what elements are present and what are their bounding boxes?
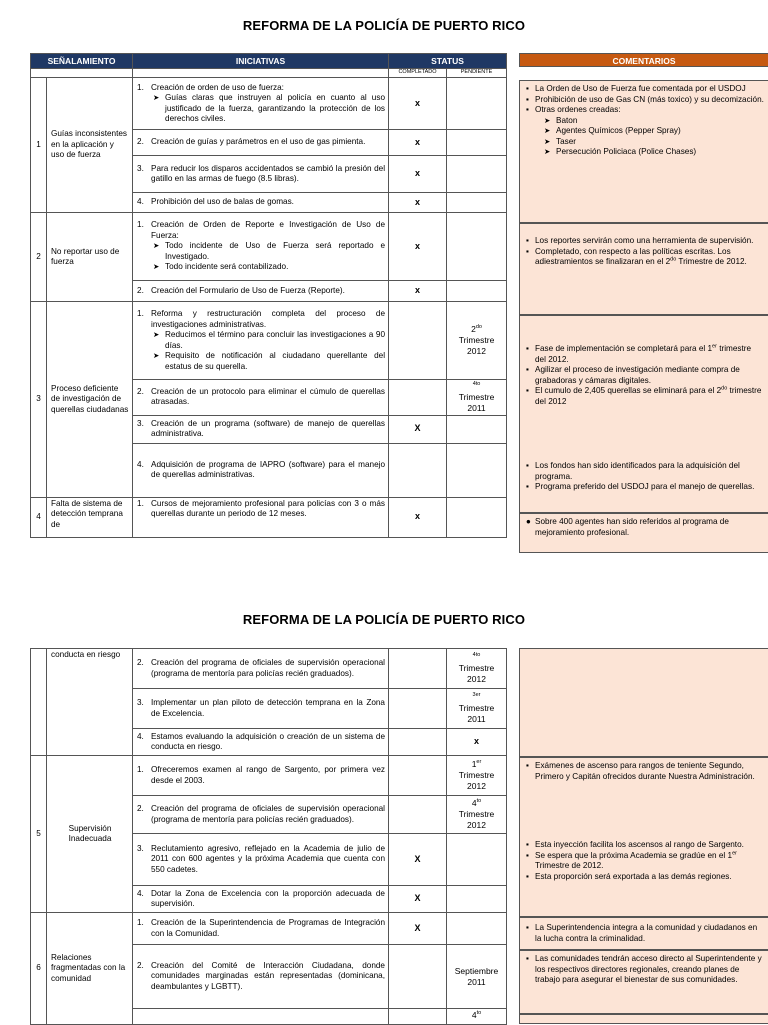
table-row [31, 913, 507, 945]
senalamiento-cell: conducta en riesgo [47, 649, 133, 756]
pendiente-cell: $^{3er}$ Trimestre 2011 [447, 689, 507, 729]
square-bullet-icon: ▪ [526, 954, 529, 963]
row-number: 5 [31, 756, 47, 913]
completado-mark: x [389, 130, 447, 156]
completado-mark: x [389, 213, 447, 281]
square-bullet-icon: ▪ [526, 84, 529, 93]
arrow-bullet-icon: ➤ [544, 115, 551, 125]
arrow-bullet-icon: ➤ [544, 136, 551, 146]
header-iniciativas: INICIATIVAS [133, 54, 389, 69]
row-number: 4 [31, 497, 47, 537]
square-bullet-icon: ▪ [526, 236, 529, 245]
header-pendiente: PENDIENTE [447, 69, 507, 78]
senalamiento-cell: Relaciones fragmentadas con la comunidad [47, 913, 133, 1025]
completado-mark: X [389, 834, 447, 886]
square-bullet-icon: ▪ [526, 94, 529, 104]
bullet-dot-icon: ● [526, 517, 531, 526]
header-status: STATUS [389, 54, 507, 69]
pendiente-cell: $4^{to}$ [447, 1009, 507, 1025]
row-number: 3 [31, 302, 47, 498]
square-bullet-icon: ▪ [526, 344, 529, 353]
comments-box: ● Sobre 400 agentes han sido referidos al programa de mejoramiento profesional. [519, 513, 768, 553]
initiative-cell: 1. Creación de Orden de Reporte e Investigación de Uso de Fuerza: ➤ Todo incidente de Uso de Fuerza será reportado e Investigado. ➤ Todo incidente será contabilizado. [133, 213, 389, 281]
completado-mark: x [389, 156, 447, 193]
comments-box [519, 1014, 768, 1024]
senalamiento-cell: Guías inconsistentes en la aplicación y uso de fuerza [47, 78, 133, 213]
pendiente-cell: $^{4to}$ Trimestre 2012 [447, 649, 507, 689]
pendiente-cell: $2^{do}$ Trimestre 2012 [447, 302, 507, 380]
reform-table-page1 [30, 53, 507, 538]
initiative-cell: 1. Creación de la Superintendencia de Programas de Integración con la Comunidad. [133, 913, 389, 945]
table-row [31, 756, 507, 796]
initiative-cell: 1. Reforma y restructuración completa del proceso de investigaciones administrativas. ➤ Reducimos el término para concluir las investigaciones a 90 días. ➤ Requisito de notificación al ciudadano querellante del estatus de su querella. [133, 302, 389, 380]
square-bullet-icon: ▪ [526, 105, 529, 114]
table-row [31, 213, 507, 281]
completado-mark: X [389, 886, 447, 913]
square-bullet-icon: ▪ [526, 482, 529, 491]
square-bullet-icon: ▪ [526, 246, 529, 256]
header-comentarios: COMENTARIOS [519, 53, 768, 67]
square-bullet-icon: ▪ [526, 761, 529, 770]
page-title-2: REFORMA DE LA POLICÍA DE PUERTO RICO [242, 612, 526, 627]
initiative-cell: 2. Creación del Comité de Interacción Ciudadana, donde comunidades marginadas están representadas (dominicana, deambulantes y LGBTT). [133, 945, 389, 1009]
completado-mark: X [389, 415, 447, 443]
square-bullet-icon: ▪ [526, 461, 529, 470]
table-row [31, 497, 507, 537]
completado-mark: x [389, 497, 447, 537]
completado-mark: x [389, 78, 447, 130]
initiative-cell: 1. Ofreceremos examen al rango de Sargento, por primera vez desde el 2003. [133, 756, 389, 796]
senalamiento-cell: No reportar uso de fuerza [47, 213, 133, 302]
arrow-bullet-icon: ➤ [544, 126, 551, 135]
initiative-cell: 2. Creación del Formulario de Uso de Fuerza (Reporte). [133, 281, 389, 302]
comments-box: ▪ La Orden de Uso de Fuerza fue comentada por el USDOJ ▪ Prohibición de uso de Gas CN (más toxico) y su decomización. ▪ Otras ordenes creadas: ➤ Baton ➤ Agentes Químicos (Pepper Spray) ➤ Taser ➤ Persecución Policiaca (Police Chases) [519, 80, 768, 223]
arrow-bullet-icon: ➤ [153, 262, 160, 272]
comments-box: ▪ Los reportes servirán como una herramienta de supervisión. ▪ Completado, con respecto a las políticas escritas. Los adiestramientos se finalizaran en el $2^{do}$ Trimestre de 2012. [519, 223, 768, 315]
row-number: 2 [31, 213, 47, 302]
table-row [31, 78, 507, 130]
arrow-bullet-icon: ➤ [153, 330, 160, 339]
initiative-cell: 4. Adquisición de programa de IAPRO (software) para el manejo de querellas administrativas. [133, 443, 389, 497]
row-number: 6 [31, 913, 47, 1025]
initiative-cell: 2. Creación de guías y parámetros en el uso de gas pimienta. [133, 130, 389, 156]
senalamiento-cell: Falta de sistema de detección temprana de [47, 497, 133, 537]
initiative-cell: 4. Estamos evaluando la adquisición o creación de un sistema de conducta en riesgo. [133, 729, 389, 756]
initiative-cell: 4. Dotar la Zona de Excelencia con la proporción adecuada de supervisión. [133, 886, 389, 913]
square-bullet-icon: ▪ [526, 840, 529, 849]
reform-table-page2 [30, 648, 507, 1025]
table-row [31, 649, 507, 689]
initiative-cell: 3. Reclutamiento agresivo, reflejado en la Academia de julio de 2011 con 600 agentes y la próxima Academia que cuenta con 550 cadetes. [133, 834, 389, 886]
initiative-cell: 2. Creación de un protocolo para eliminar el cúmulo de querellas atrasadas. [133, 380, 389, 416]
header-senalamiento: SEÑALAMIENTO [31, 54, 133, 69]
initiative-cell: 2. Creación del programa de oficiales de supervisión operacional (programa de mentoría para policías recién graduados). [133, 649, 389, 689]
pendiente-cell: 1er Trimestre 2012 [447, 756, 507, 796]
square-bullet-icon: ▪ [526, 365, 529, 374]
arrow-bullet-icon: ➤ [544, 147, 551, 156]
comments-box: ▪ La Superintendencia integra a la comunidad y ciudadanos en la lucha contra la criminalidad. [519, 917, 768, 950]
initiative-cell: 3. Para reducir los disparos accidentados se cambió la presión del gatillo en las armas de fuego (8.5 libras). [133, 156, 389, 193]
header-completado: COMPLETADO [389, 69, 447, 78]
senalamiento-cell: Proceso deficiente de investigación de querellas ciudadanas [47, 302, 133, 498]
pendiente-cell: Septiembre 2011 [447, 945, 507, 1009]
square-bullet-icon: ▪ [526, 871, 529, 881]
completado-mark: X [389, 913, 447, 945]
pendiente-mark: x [447, 729, 507, 756]
table-row [31, 302, 507, 380]
comments-box: ▪ Exámenes de ascenso para rangos de teniente Segundo, Primero y Capitán ofrecidos durante Nuestra Administración. ▪ Esta inyección facilita los ascensos al rango de Sargento. ▪ Se espera que la próxima Academia se gradúe en el 1er Trimestre de 2012. ▪ Esta proporción será exportada a las demás regiones. [519, 757, 768, 917]
arrow-bullet-icon: ➤ [153, 351, 160, 360]
completado-mark: x [389, 281, 447, 302]
initiative-cell: 1. Cursos de mejoramiento profesional para policías con 3 o más querellas durante un periodo de 12 meses. [133, 497, 389, 537]
row-number: 1 [31, 78, 47, 213]
comments-box: ▪ Fase de implementación se completará para el 1er trimestre del 2012. ▪ Agilizar el proceso de investigación mediante compra de grabadoras y cámaras digitales. ▪ El cumulo de 2,405 querellas se eliminará para el $2^{do}$ trimestre del 2012 ▪ Los fondos han sido identificados para la adquisición del programa. ▪ Programa preferido del USDOJ para el manejo de querellas. [519, 315, 768, 513]
square-bullet-icon: ▪ [526, 923, 529, 932]
arrow-bullet-icon: ➤ [153, 93, 160, 102]
comments-box [519, 648, 768, 757]
square-bullet-icon: ▪ [526, 850, 529, 860]
initiative-cell: 4. Prohibición del uso de balas de gomas. [133, 193, 389, 213]
pendiente-cell: $^{4to}$ Trimestre 2011 [447, 380, 507, 416]
pendiente-cell: $4^{to}$ Trimestre 2012 [447, 796, 507, 834]
initiative-cell: 2. Creación del programa de oficiales de supervisión operacional (programa de mentoría para policías recién graduados). [133, 796, 389, 834]
comments-box: ▪ Las comunidades tendrán acceso directo al Superintendente y los respectivos directores regionales, creando planes de trabajo para asegurar el bienestar de sus comunidades. [519, 950, 768, 1014]
senalamiento-cell: Supervisión Inadecuada [47, 756, 133, 913]
initiative-cell: 1. Creación de orden de uso de fuerza: ➤ Guías claras que instruyen al policía en cuanto al uso justificado de la fuerza, garantizando la protección de los derechos civiles. [133, 78, 389, 130]
arrow-bullet-icon: ➤ [153, 241, 160, 251]
page-title: REFORMA DE LA POLICÍA DE PUERTO RICO [242, 18, 526, 33]
completado-mark: x [389, 193, 447, 213]
initiative-cell: 3. Implementar un plan piloto de detección temprana en la Zona de Excelencia. [133, 689, 389, 729]
initiative-cell: 3. Creación de un programa (software) de manejo de querellas administrativa. [133, 415, 389, 443]
square-bullet-icon: ▪ [526, 386, 529, 395]
